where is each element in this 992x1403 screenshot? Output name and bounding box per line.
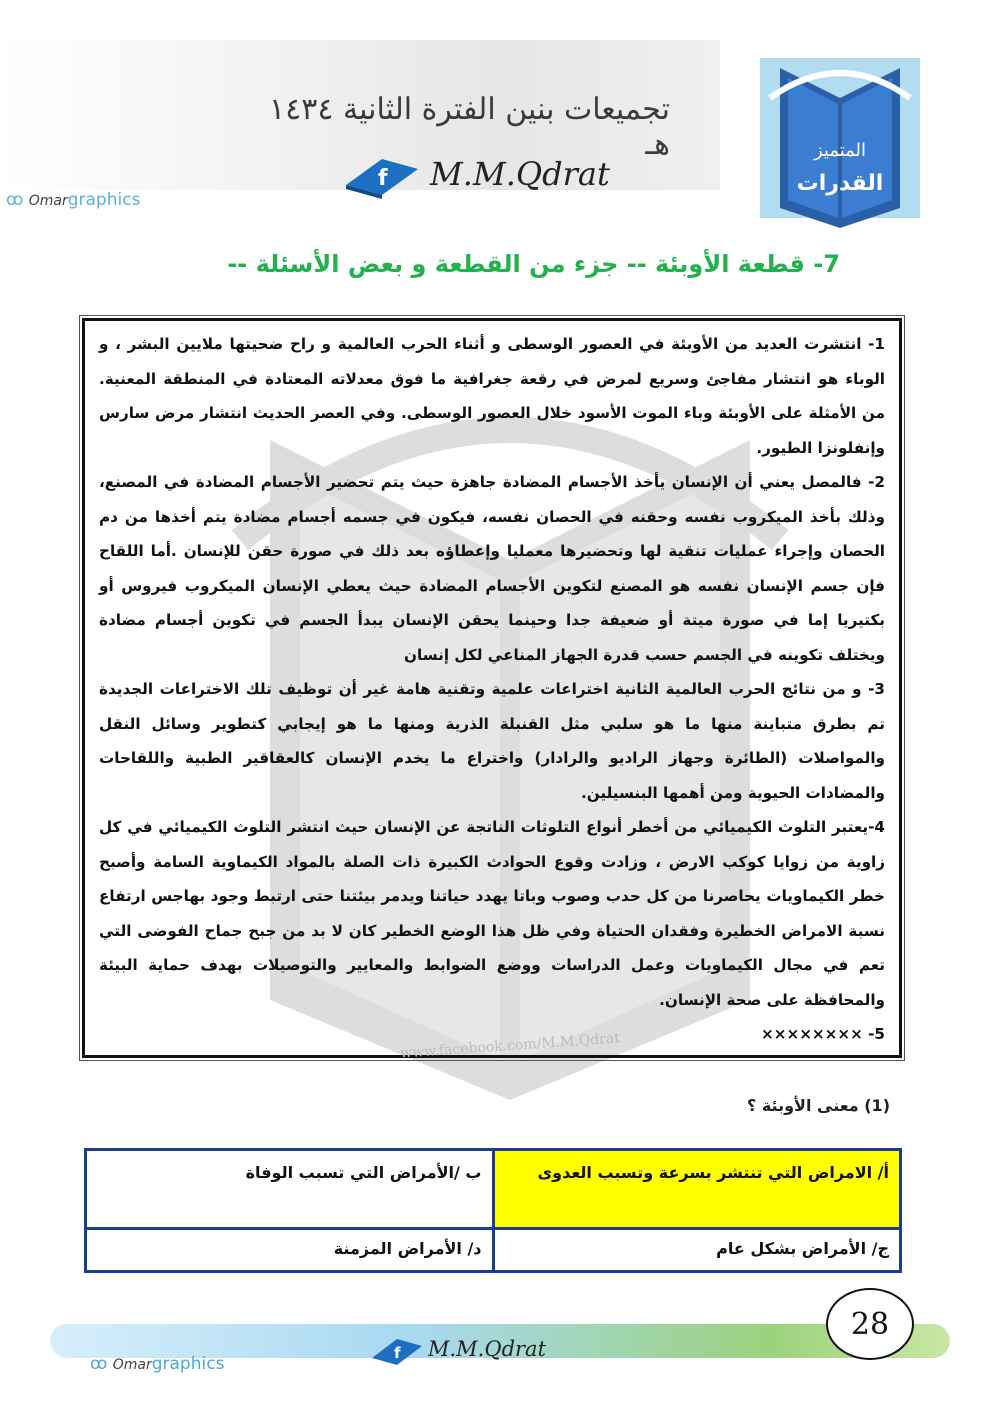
omar-logo-icon: ꝏ: [6, 190, 24, 210]
passage-paragraph-4: 4-يعتبر التلوث الكيميائي من أخطر أنواع التلوثات الناتجة عن الإنسان حيث انتشر التلوث الكيميائي في كل زاوية من زوايا كوكب الارض ، وزادت وقوع الحوادث الكبيرة ذات الصلة بالمواد الكيماوية السامة وأصبح خطر الكيماويات يحاصرنا من كل حدب وصوب وباتا يهدد حياتنا ويدمر بيئتنا حتى ارتبط وجود بهاجس ارتفاع نسبة الامراض الخطيرة وفقدان الحتياة وفي ظل هذا الوضع الخطير كان لا بد من جبح جماح الفوضى التي تعم في مجال الكيماويات وعمل الدراسات ووضع الضوابط والمعايير والتوصيلات بهدف حماية البيئة والمحافظة على صحة الإنسان.: [99, 818, 885, 1009]
svg-text:f: f: [394, 1344, 401, 1362]
facebook-icon: [342, 155, 422, 199]
svg-text:f: f: [378, 166, 388, 191]
watermark-url: www.facebook.com/M.M.Qdrat: [399, 1030, 621, 1062]
options-row-2: [86, 1229, 901, 1272]
logo-line2: القدرات: [796, 171, 884, 196]
omar-graphics-logo: [6, 190, 140, 210]
option-c[interactable]: ج/ الأمراض بشكل عام: [493, 1229, 901, 1272]
qdrat-book-logo: [740, 38, 940, 238]
answer-options-table: [84, 1148, 902, 1273]
passage-paragraph-2: 2- فالمصل يعني أن الإنسان يأخذ الأجسام المضادة جاهزة حيث يتم تحضير الأجسام المضادة في المصنع، وذلك بأخذ الميكروب نفسه وحقنه في الحصان نفسه، فيكون في جسمه أجسام مضادة يتم أخذها من دم الحصان وإجراء عمليات تنقية لها وتحضيرها معمليا وإعطاؤه بعد ذلك في صورة حقن للإنسان .أما اللقاح فإن جسم الإنسان نفسه هو المصنع لتكوين الأجسام المضادة حيث يعطي الإنسان الميكروب فيروس أو بكتيريا إما في صورة ميتة أو ضعيفة جدا وحينما يحقن الإنسان يبدأ الجسم في تكوين أجسام مضادة ويختلف تكوينه في الجسم حسب قدرة الجهاز المناعي لكل إنسان: [99, 473, 885, 664]
omar-name: Omar: [28, 193, 68, 209]
omar-graphics-text: graphics: [67, 190, 141, 210]
section-heading: 7- قطعة الأوبئة -- جزء من القطعة و بعض الأسئلة --: [227, 250, 840, 278]
question-text: (1) معنى الأوبئة ؟: [747, 1096, 890, 1115]
option-a[interactable]: أ/ الامراض التي تنتشر بسرعة وتسبب العدوى: [493, 1150, 901, 1229]
footer-omar-graphics: [90, 1354, 224, 1374]
header-title: تجميعات بنين الفترة الثانية ١٤٣٤ هـ: [269, 92, 670, 162]
options-row-1: [86, 1150, 901, 1229]
brand-name: M.M.Qdrat: [430, 155, 610, 193]
page-number: 28: [826, 1288, 914, 1360]
passage-paragraph-1: 1- انتشرت العديد من الأوبئة في العصور الوسطى و أثناء الحرب العالمية و راح ضحيتها ملايين البشر ، و الوباء هو انتشار مفاجئ وسريع لمرض في رقعة جغرافية ما فوق معدلاته المعتادة في المنطقة المعنية. من الأمثلة على الأوبئة وباء الموت الأسود خلال العصور الوسطى. وفي العصر الحديث انتشار مرض سارس وإنفلونزا الطيور.: [99, 335, 885, 457]
footer-brand: M.M.Qdrat: [428, 1337, 547, 1361]
option-b[interactable]: ب /الأمراض التي تسبب الوفاة: [86, 1150, 494, 1229]
passage-paragraph-3: 3- و من نتائج الحرب العالمية الثانية اختراعات علمية وتقنية هامة غير أن توظيف تلك الاختراعات الجديدة تم بطرق متباينة منها ما هو سلبي مثل القنبلة الذرية ومنها ما هو إيجابي كتطوير وسائل النقل والمواصلات (الطائرة وجهاز الراديو والرادار) واختراع ما يخدم الإنسان كالعقاقير الطبية واللقاحات والمضادات الحيوية ومن أهمها البنسيلين.: [99, 680, 885, 802]
passage-box: [82, 318, 902, 1058]
facebook-icon-footer: [370, 1336, 424, 1368]
footer-omar-name: Omar: [112, 1357, 152, 1373]
footer-omar-logo-icon: ꝏ: [90, 1354, 108, 1374]
logo-line1: المتميز: [813, 140, 867, 161]
passage-paragraph-5: 5- ××××××××: [761, 1025, 885, 1043]
option-d[interactable]: د/ الأمراض المزمنة: [86, 1229, 494, 1272]
footer-omar-graphics-text: graphics: [151, 1354, 225, 1374]
